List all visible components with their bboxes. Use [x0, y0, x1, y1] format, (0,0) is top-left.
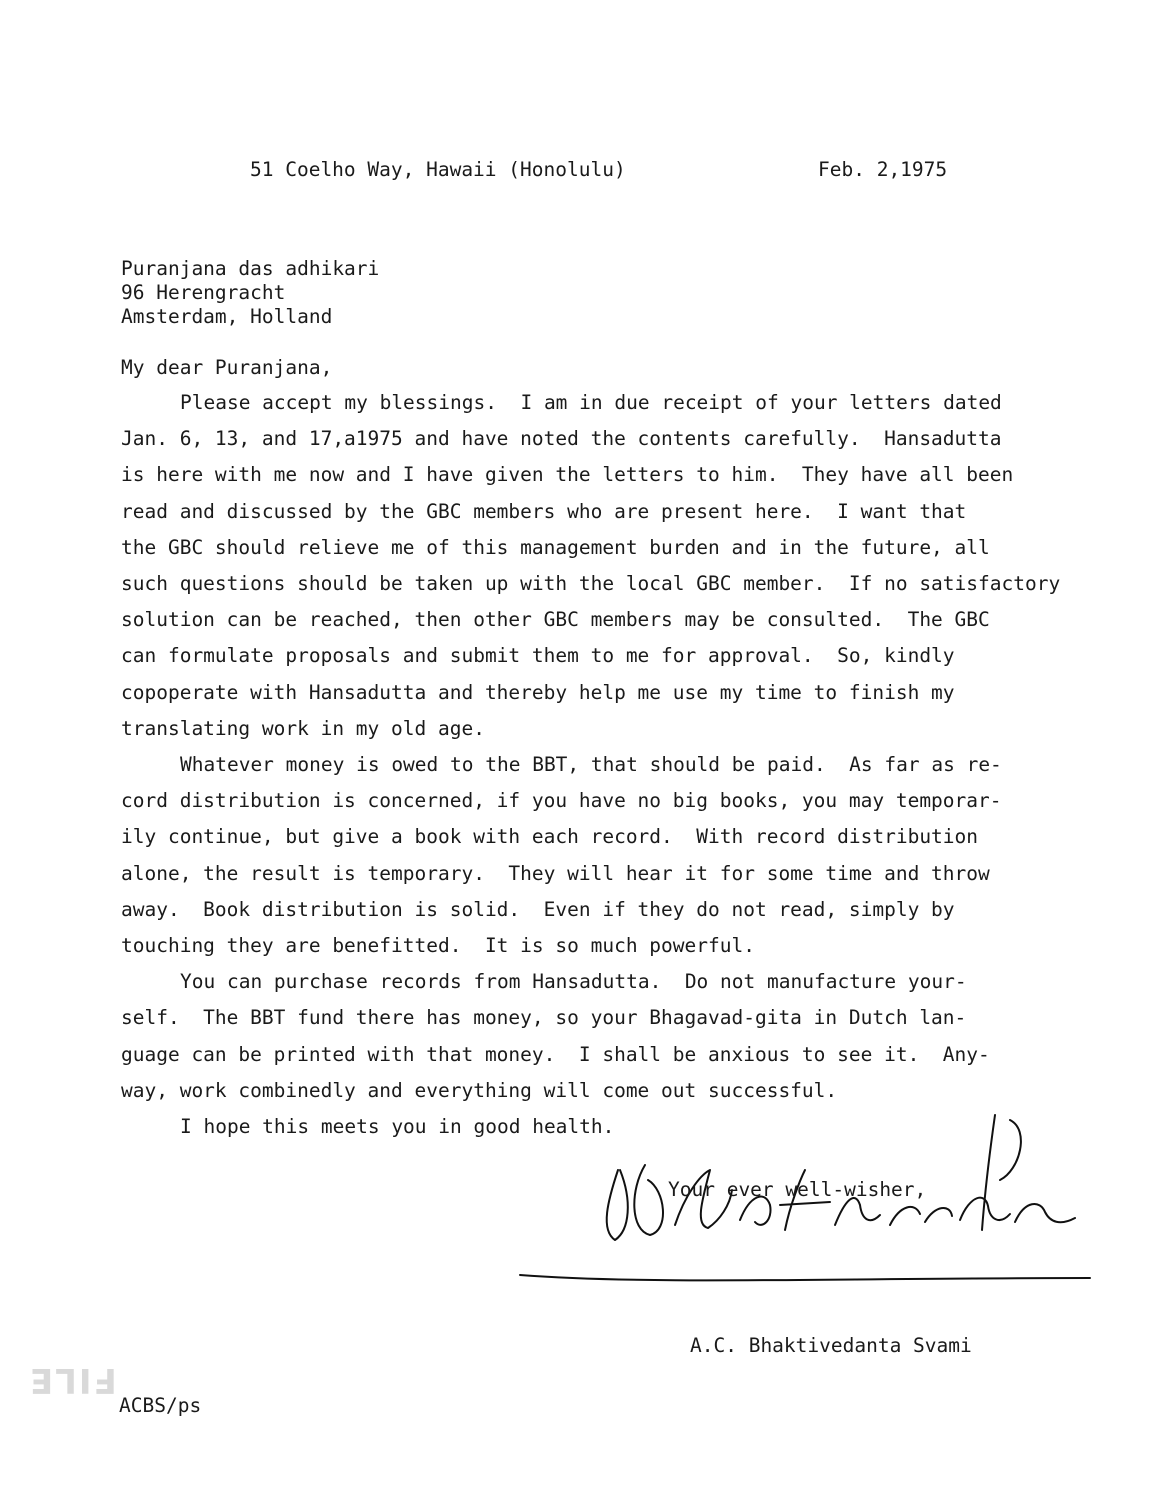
body-line: Please accept my blessings. I am in due receipt of your letters dated	[180, 391, 1002, 414]
recipient-name: Puranjana das adhikari	[121, 257, 380, 280]
body-line: You can purchase records from Hansadutta. Do not manufacture your-	[180, 970, 967, 993]
body-line: translating work in my old age.	[121, 717, 485, 740]
recipient-city: Amsterdam, Holland	[121, 305, 333, 328]
body-line: alone, the result is temporary. They will hear it for some time and throw	[121, 862, 990, 885]
signatory-name: A.C. Bhaktivedanta Svami	[690, 1334, 972, 1357]
body-line: guage can be printed with that money. I shall be anxious to see it. Any-	[121, 1043, 990, 1066]
body-line: Jan. 6, 13, and 17,a1975 and have noted the contents carefully. Hansadutta	[121, 427, 1002, 450]
body-line: can formulate proposals and submit them to me for approval. So, kindly	[121, 644, 955, 667]
body-line: Whatever money is owed to the BBT, that should be paid. As far as re-	[180, 753, 1002, 776]
body-line: self. The BBT fund there has money, so your Bhagavad-gita in Dutch lan-	[121, 1006, 967, 1029]
body-line: such questions should be taken up with the local GBC member. If no satisfactory	[121, 572, 1061, 595]
body-line: the GBC should relieve me of this management burden and in the future, all	[121, 536, 990, 559]
letter-date: Feb. 2,1975	[818, 158, 948, 181]
sender-address: 51 Coelho Way, Hawaii (Honolulu)	[250, 158, 626, 181]
closing-line: Your ever well-wisher,	[668, 1178, 927, 1201]
file-stamp: FILE	[28, 1360, 117, 1400]
body-line: I hope this meets you in good health.	[180, 1115, 615, 1138]
recipient-street: 96 Herengracht	[121, 281, 286, 304]
body-line: copoperate with Hansadutta and thereby help me use my time to finish my	[121, 681, 955, 704]
body-line: solution can be reached, then other GBC members may be consulted. The GBC	[121, 608, 990, 631]
body-line: is here with me now and I have given the letters to him. They have all been	[121, 463, 1014, 486]
reference-initials: ACBS/ps	[119, 1394, 202, 1417]
body-line: read and discussed by the GBC members who are present here. I want that	[121, 500, 967, 523]
handwritten-signature	[590, 1110, 1110, 1300]
body-line: cord distribution is concerned, if you have no big books, you may temporar-	[121, 789, 1002, 812]
body-line: way, work combinedly and everything will come out successful.	[121, 1079, 838, 1102]
body-line: away. Book distribution is solid. Even if they do not read, simply by	[121, 898, 955, 921]
body-line: ily continue, but give a book with each record. With record distribution	[121, 825, 979, 848]
body-line: touching they are benefitted. It is so much powerful.	[121, 934, 755, 957]
salutation: My dear Puranjana,	[121, 356, 333, 379]
